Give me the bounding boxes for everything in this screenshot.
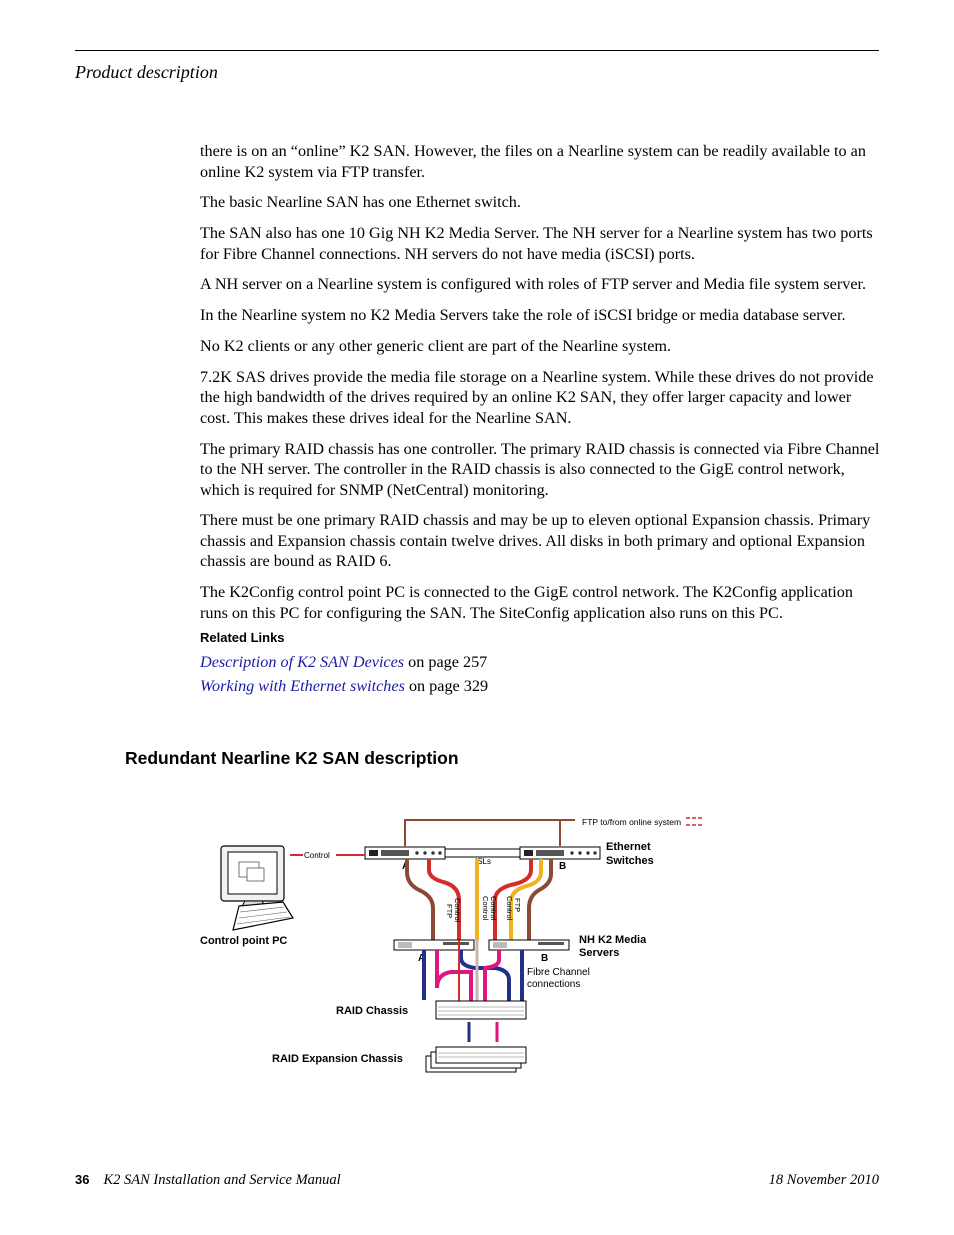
related-link-line [200,676,880,696]
running-header: Product description [75,62,218,82]
cable-label: Control [481,896,490,921]
media-server-b [489,940,569,950]
paragraph: There must be one primary RAID chassis and may be up to eleven optional Expansion chassis. Primary chassis and Expansion chassis contain twelve drives. All disks in both primary and optional Expansion chassis are bound as RAID 6. [200,511,871,571]
cable-label: Control [505,896,514,921]
related-link[interactable]: Description of K2 SAN Devices [200,653,405,672]
magenta-fibre-cable [485,950,499,1002]
related-links-heading: Related Links [200,630,285,646]
magenta-fibre-cable [437,950,471,1002]
paragraph: A NH server on a Nearline system is configured with roles of FTP server and Media file system server. [200,275,867,294]
cable-label: FTP [445,904,454,919]
control-point-pc-icon [221,846,293,930]
paragraph: In the Nearline system no K2 Media Servers take the role of iSCSI bridge or media database server. [200,306,846,325]
section-title: Redundant Nearline K2 SAN description [125,748,459,768]
paragraph: The K2Config control point PC is connected to the GigE control network. The K2Config application runs on this PC for configuring the SAN. The SiteConfig application also runs on this PC. [200,583,853,622]
raid-chassis-label: RAID Chassis [336,1005,409,1017]
paragraph: The SAN also has one 10 Gig NH K2 Media Server. The NH server for a Nearline system has two ports for Fibre Channel connections. NH servers do not have media (iSCSI) ports. [200,224,873,263]
paragraph: The basic Nearline SAN has one Ethernet switch. [200,193,521,212]
switch-b-label: B [559,861,567,872]
expansion-chassis-label: RAID Expansion Chassis [272,1053,403,1065]
related-link-line [200,652,880,672]
servers-label: Servers [579,947,620,959]
ftp-online-cable [405,820,560,846]
fibre-label: Fibre Channel [527,967,590,978]
isls-label: ISLs [475,857,492,866]
cable-label: FTP [513,898,522,913]
raid-expansion-chassis [426,1047,526,1072]
switches-label: Switches [606,855,654,867]
footer-date: 18 November 2010 [768,1172,879,1188]
media-server-a [394,940,474,950]
related-link-page: on page 329 [404,677,489,696]
dashed-legend-icon [686,818,703,825]
ethernet-switch-a [365,847,445,859]
server-a-label: A [418,953,426,964]
control-pc-label: Control point PC [200,935,288,947]
page-number: 36 [75,1172,90,1187]
switches-label: Ethernet [606,841,651,853]
servers-label: NH K2 Media [579,934,647,946]
paragraph: 7.2K SAS drives provide the media file storage on a Nearline system. While these drives do not provide the high bandwidth of the drives required by an online K2 SAN, they offer larger capacity and lower cost. This makes these drives ideal for the Nearline SAN. [200,367,874,427]
server-b-label: B [541,953,549,964]
cable-label: Control [453,898,462,923]
control-label: Control [304,851,330,860]
paragraph: there is on an “online” K2 SAN. However, the files on a Nearline system can be readily available to an online K2 system via FTP transfer. [200,142,866,181]
manual-title: K2 SAN Installation and Service Manual [103,1172,341,1188]
ethernet-switch-b [520,847,600,859]
raid-chassis [436,1001,526,1019]
related-link[interactable]: Working with Ethernet switches [200,677,405,696]
switch-a-label: A [402,861,410,872]
body-text [200,141,880,700]
paragraph: No K2 clients or any other generic client are part of the Nearline system. [200,336,672,355]
fibre-label: connections [527,979,581,990]
isl-link [445,849,520,857]
cable-label: Control [489,896,498,921]
related-link-page: on page 257 [404,653,488,672]
footer-left [75,1172,341,1189]
ftp-online-label: FTP to/from online system [582,817,682,827]
paragraph: The primary RAID chassis has one controller. The primary RAID chassis is connected via Fibre Channel to the NH server. The controller in the RAID chassis is also connected to the GigE control network, which is required for SNMP (NetCentral) monitoring. [200,439,880,499]
header-rule [75,50,879,51]
nearline-san-diagram [195,810,715,1090]
